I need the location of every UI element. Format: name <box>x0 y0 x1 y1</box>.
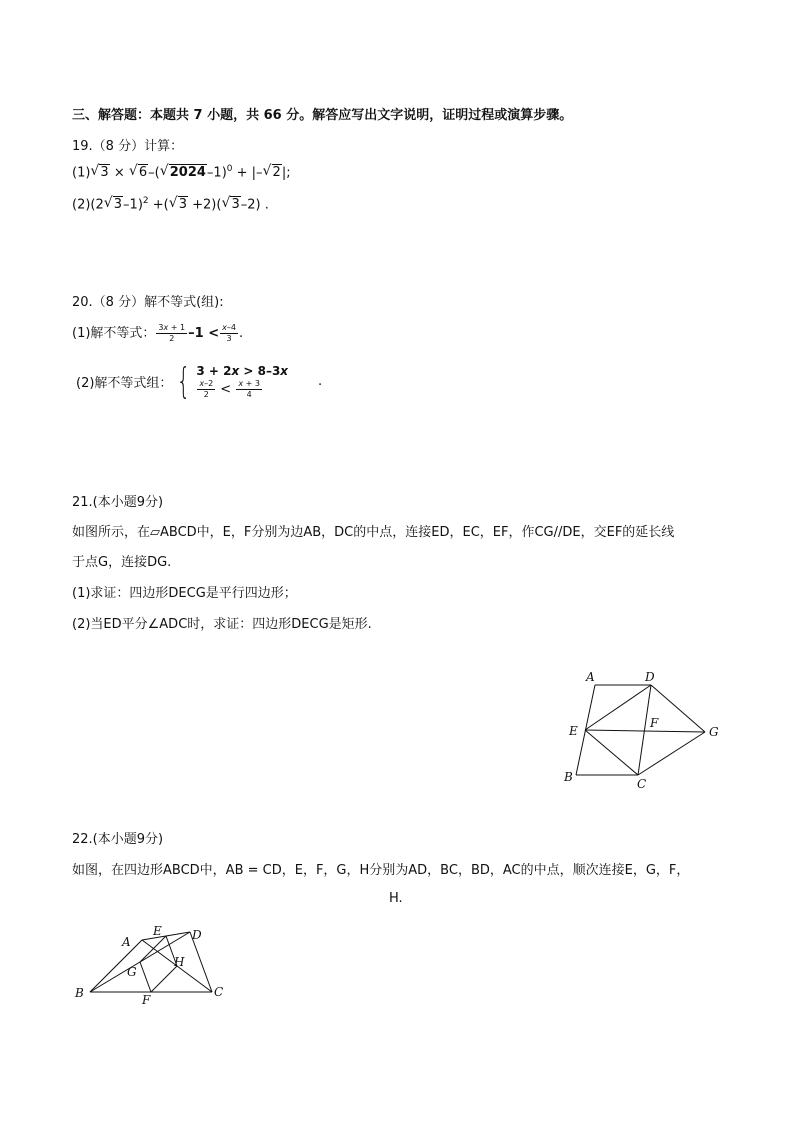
q19-title: 19.（8 分）计算： <box>72 139 184 154</box>
q21-label-g: G <box>709 725 719 739</box>
q22-title: 22.(本小题9分) <box>72 832 164 847</box>
q22-label-b: B <box>75 986 84 1000</box>
q21-body-line2: 于点G，连接DG. <box>72 555 172 570</box>
q21-segment-ed <box>585 685 651 730</box>
q22-label-g: G <box>127 965 137 979</box>
q20-part2: (2)解不等式组： { 3 + 2x > 8–3x $\frac{x-2}{2}$ < $\frac{x + 3}{4}$ . <box>76 360 323 402</box>
q21-segment-dg <box>651 685 705 732</box>
q22-label-a: A <box>122 935 131 949</box>
q22-segment-fh <box>151 966 177 992</box>
q20-title: 20.（8 分）解不等式(组): <box>72 295 224 310</box>
q22-label-c: C <box>214 985 224 999</box>
q21-title: 21.(本小题9分) <box>72 495 164 510</box>
section-header: 三、解答题：本题共 7 小题，共 66 分。解答应写出文字说明，证明过程或演算步骤。 <box>72 108 573 123</box>
q20-part2-label: (2)解不等式组： <box>76 376 173 391</box>
q22-segment-gf <box>140 962 151 992</box>
q21-segment-ec <box>585 730 638 775</box>
q21-figure <box>555 665 730 795</box>
q21-segment-cg <box>638 732 705 775</box>
q21-part2: (2)当ED平分∠ADC时，求证：四边形DECG是矩形. <box>72 617 372 632</box>
q21-part1: (1)求证：四边形DECG是平行四边形； <box>72 586 297 601</box>
q19-part2: (2)(2√ 3–1)$^2$ +(√ 3 +2)(√ 3–2) . <box>72 196 269 212</box>
q21-label-c: C <box>637 777 647 791</box>
q21-segment-dc <box>638 685 651 775</box>
q19-part1: (1)√ 3 × √ 6–(√ 2024–1)$^0$ + |–√ 2|; <box>72 164 291 180</box>
q21-label-d: D <box>645 670 655 684</box>
q19-part1-label: (1) <box>72 165 91 181</box>
q21-label-a: A <box>586 670 595 684</box>
q21-segment-eg <box>585 730 705 732</box>
q21-body-line1: 如图所示，在▱ABCD中，E，F分别为边AB，DC的中点，连接ED，EC，EF，作CG//DE，交EF的延长线 <box>72 525 675 540</box>
q22-body-line2: H. <box>389 891 403 906</box>
q21-label-e: E <box>569 724 578 738</box>
q19-part2-label: (2) <box>72 197 91 213</box>
q20-part1: (1)解不等式： $\frac{3x + 1}{2}$ –1 < $\frac{x-4}{3}$ . <box>72 323 244 343</box>
q20-part1-label: (1)解不等式： <box>72 326 156 341</box>
q22-label-e: E <box>153 924 162 938</box>
q22-label-h: H <box>174 955 185 969</box>
q22-label-d: D <box>192 928 202 942</box>
q21-label-b: B <box>564 770 573 784</box>
q22-label-f: F <box>142 993 151 1007</box>
q21-label-f: F <box>650 716 659 730</box>
q22-figure <box>70 922 235 1012</box>
q22-body-line1: 如图，在四边形ABCD中，AB = CD，E，F，G，H分别为AD，BC，BD，AC的中点，顺次连接E，G，F， <box>72 863 690 878</box>
